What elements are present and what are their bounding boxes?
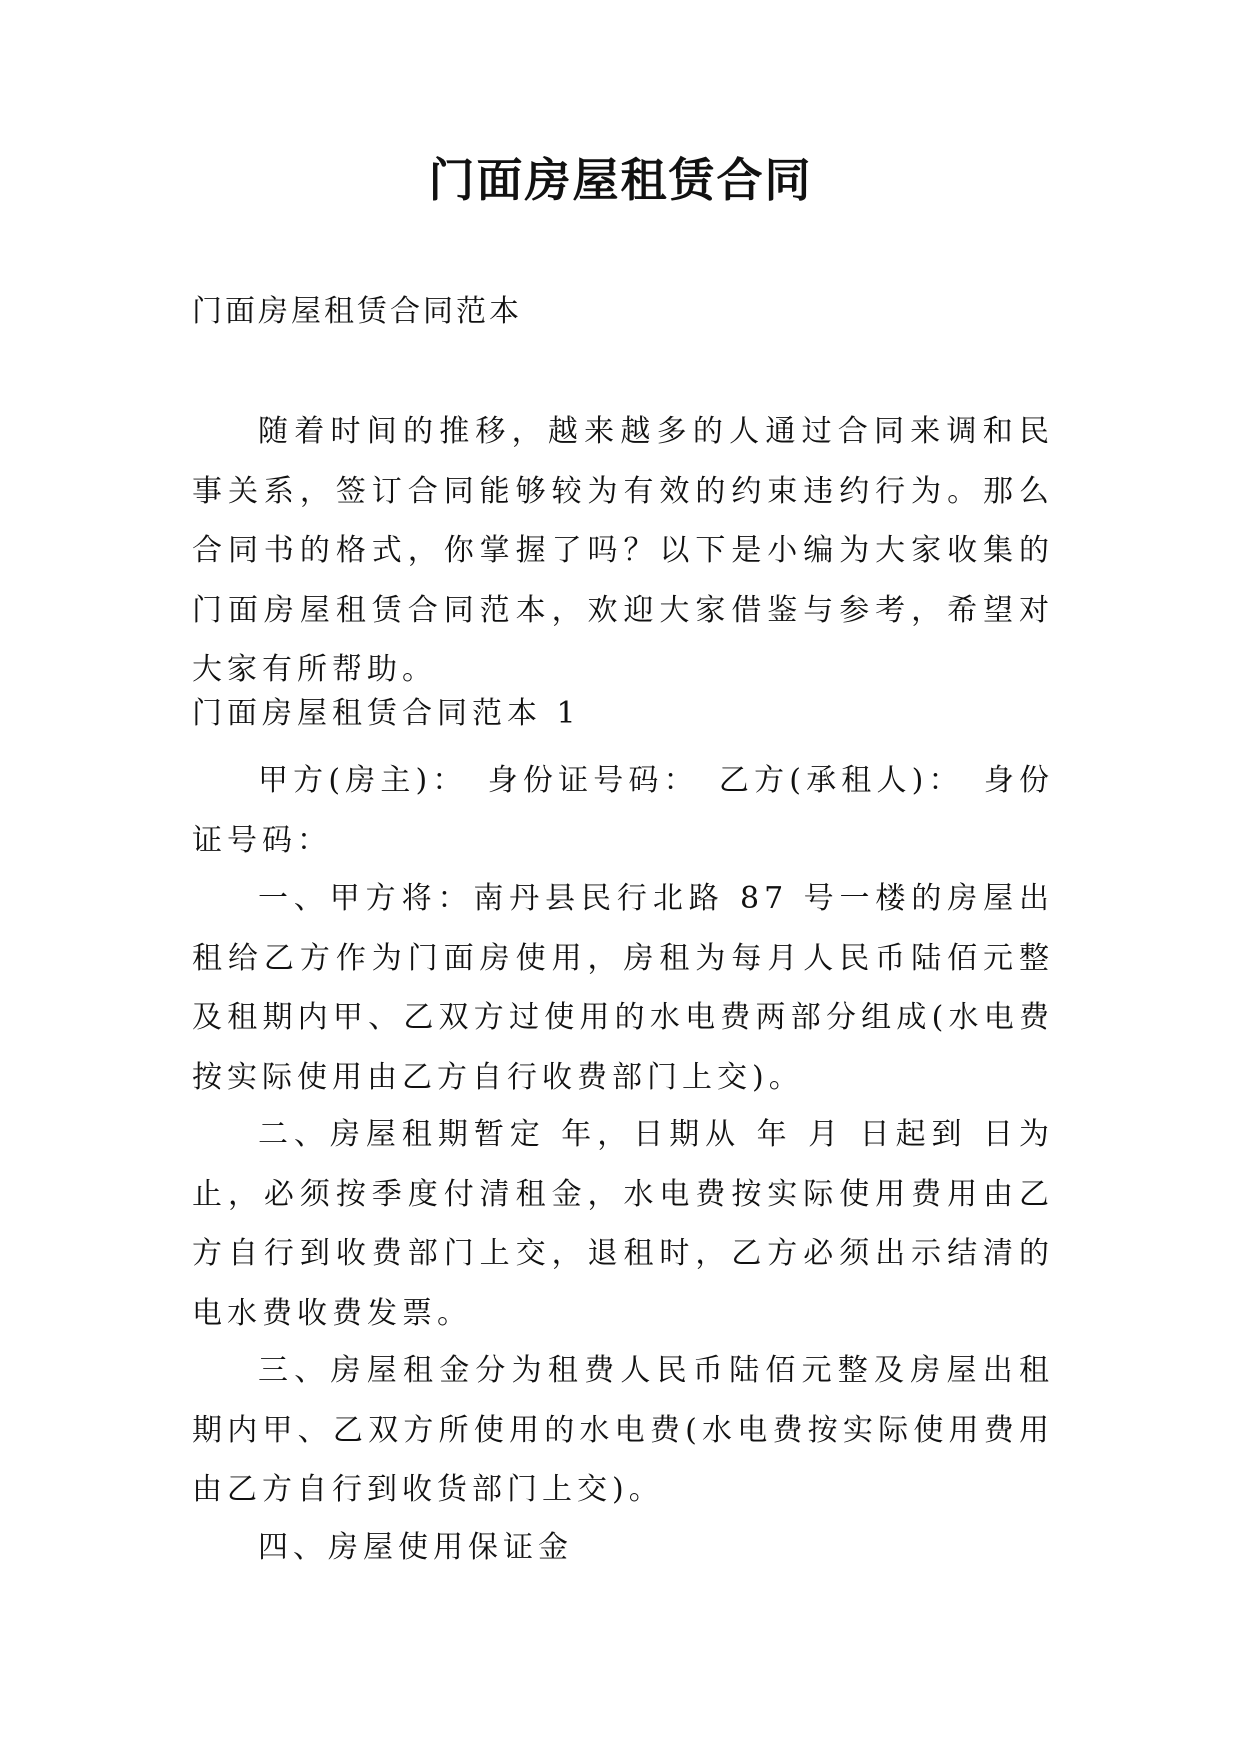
document-subtitle: 门面房屋租赁合同范本 (192, 294, 522, 329)
clause-1: 一、甲方将：南丹县民行北路 87 号一楼的房屋出租给乙方作为门面房使用，房租为每月人民币陆佰元整及租期内甲、乙双方过使用的水电费两部分组成(水电费按实际使用由乙方自行收费部门上交)。 (192, 881, 1054, 1095)
clause-3: 三、房屋租金分为租费人民币陆佰元整及房屋出租期内甲、乙双方所使用的水电费(水电费按实际使用费用由乙方自行到收货部门上交)。 (192, 1353, 1054, 1507)
document-title: 门面房屋租赁合同 (428, 153, 813, 207)
clause-4: 四、房屋使用保证金 (258, 1530, 573, 1565)
section-heading: 门面房屋租赁合同范本 1 (192, 696, 581, 731)
clause-2: 二、房屋租期暂定 年，日期从 年 月 日起到 日为止，必须按季度付清租金，水电费按实际使用费用由乙方自行到收费部门上交，退租时，乙方必须出示结清的电水费收费发票。 (192, 1117, 1054, 1331)
intro-paragraph: 随着时间的推移，越来越多的人通过合同来调和民事关系，签订合同能够较为有效的约束违约行为。那么合同书的格式，你掌握了吗？以下是小编为大家收集的门面房屋租赁合同范本，欢迎大家借鉴与参考，希望对大家有所帮助。 (192, 414, 1054, 687)
parties-paragraph: 甲方(房主)： 身份证号码： 乙方(承租人)： 身份证号码： (192, 763, 1054, 858)
